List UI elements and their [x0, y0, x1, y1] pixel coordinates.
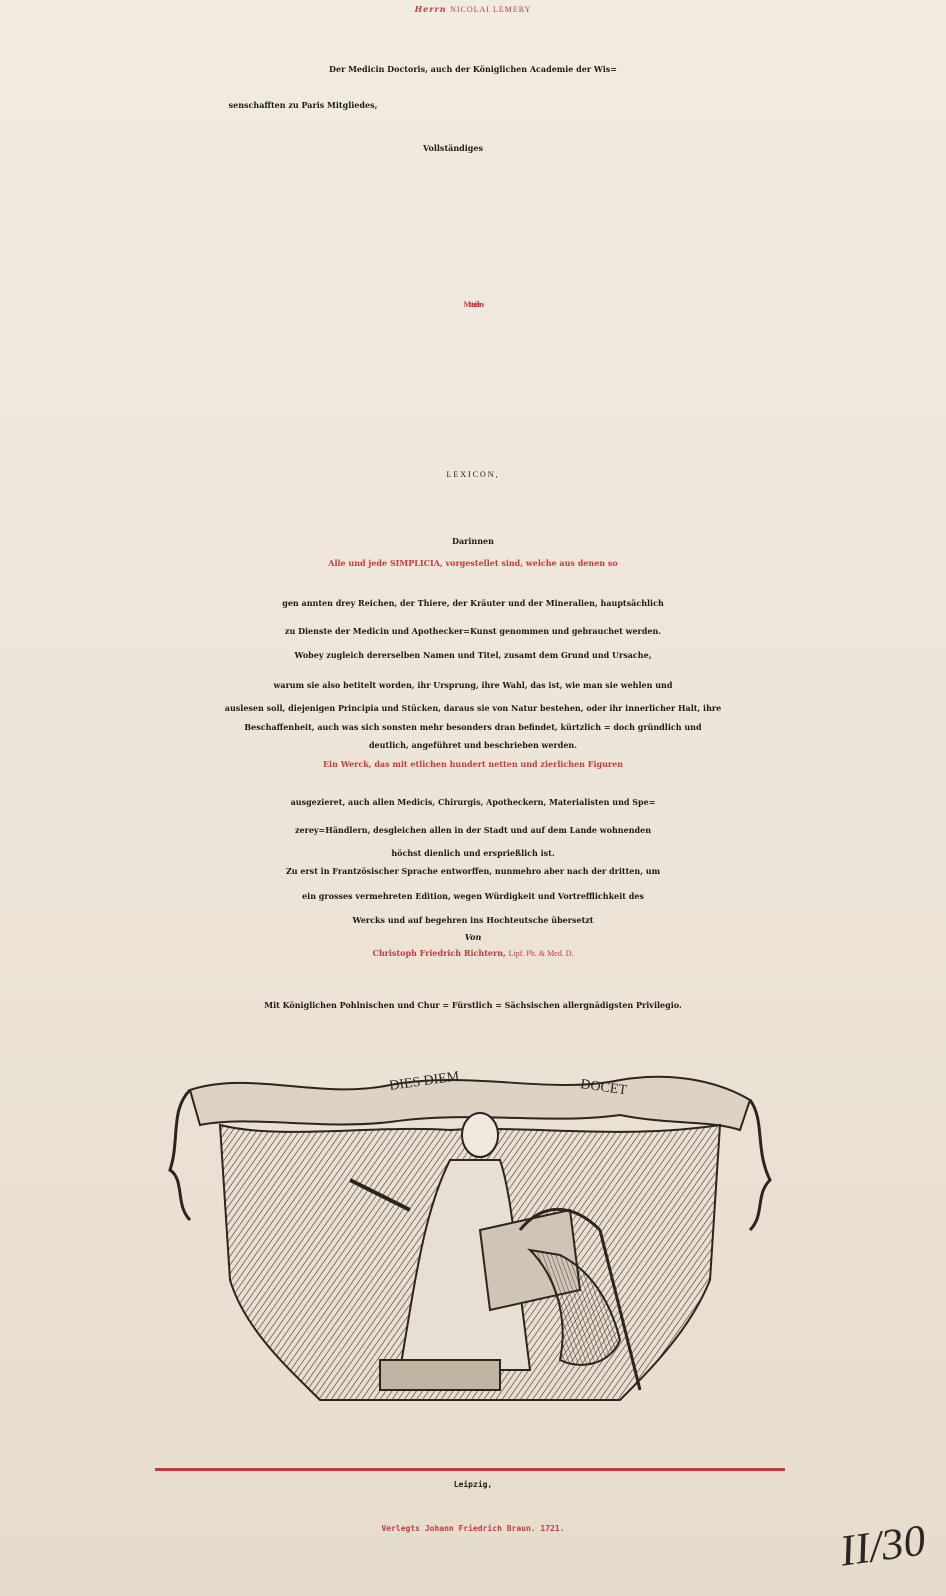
zuerst-line: Zu erst in Frantzösischer Sprache entworffen, nunmehro aber nach der dritten, um	[285, 866, 661, 876]
ribbon-right-end	[750, 1100, 770, 1230]
place-line: Leipzig,	[453, 1480, 493, 1489]
figure-head	[462, 1113, 498, 1157]
doctor-line-1: Der Medicin Doctoris, auch der Königlichen Academie der Wis=	[329, 64, 617, 74]
translator-degree: Lipf. Ph. & Med. D.	[508, 949, 574, 958]
author-name: NICOLAI LEMERY	[450, 5, 532, 14]
publisher-line	[0, 1524, 946, 1533]
von-line: Von	[464, 932, 482, 942]
divider-rule	[155, 1468, 785, 1471]
banner-text-left: DIES DIEM	[388, 1069, 461, 1094]
grosses-line: ein grosses vermehreten Edition, wegen Würdigkeit und Vortrefflichkeit des	[302, 891, 644, 901]
author-line	[0, 4, 946, 14]
privilege-line: Mit Königlichen Pohlnischen und Chur = Fürstlich = Sächsischen allergnädigsten Privilegio.	[264, 1000, 682, 1010]
pedestal	[380, 1360, 500, 1390]
title-materialien: Materialien-	[463, 300, 483, 309]
darinnen-line: Darinnen	[452, 536, 494, 546]
frontispiece-engraving	[150, 1030, 780, 1420]
publication-year: 1721.	[540, 1524, 565, 1533]
alle-line: Alle und jede SIMPLICIA, vorgestellet sind, welche aus denen so	[328, 558, 618, 568]
zerey-line: zerey=Händlern, desgleichen allen in der Stadt und auf dem Lande wohnenden	[294, 825, 652, 835]
handwritten-shelfmark: II/30	[837, 1515, 929, 1576]
banner-text-right: DOCET	[579, 1077, 628, 1099]
doctor-line-2: senschafften zu Paris Mitgliedes,	[228, 100, 378, 110]
hoechst-line: höchst dienlich und ersprießlich ist.	[391, 848, 555, 858]
title-lexicon: LEXICON,	[446, 470, 500, 479]
zu-dienste-line: zu Dienste der Medicin und Apothecker=Kunst genommen und gebrauchet werden.	[284, 626, 662, 636]
author-herrn: Herrn	[414, 4, 447, 14]
beschaffenheit-line: Beschaffenheit, auch was sich sonsten mehr besonders dran befindet, kürtzlich = doch gründlich und	[244, 722, 702, 732]
warum-line: warum sie also betitelt worden, ihr Ursprung, ihre Wahl, das ist, wie man sie wehlen und	[273, 680, 673, 690]
auslesen-line: auslesen soll, diejenigen Principia und Stücken, daraus sie von Natur bestehen, oder ihr innerlicher Halt, ihre	[224, 703, 722, 713]
sogen-line: gen annten drey Reichen, der Thiere, der Kräuter und der Mineralien, hauptsächlich	[282, 598, 664, 608]
werck-line: Ein Werck, das mit etlichen hundert netten und zierlichen Figuren	[322, 759, 624, 769]
ribbon-left-end	[170, 1090, 190, 1220]
title-vollstaendiges: Vollständiges	[423, 143, 483, 153]
translator-name: Christoph Friedrich Richtern,	[372, 948, 506, 958]
deutlich-line: deutlich, angeführet und beschrieben werden.	[368, 740, 578, 750]
ausgezieret-line: ausgezieret, auch allen Medicis, Chirurgis, Apotheckern, Materialisten und Spe=	[290, 797, 656, 807]
wobey-line: Wobey zugleich dererselben Namen und Titel, zusamt dem Grund und Ursache,	[294, 650, 652, 660]
publisher-name: Verlegts Johann Friedrich Braun.	[381, 1524, 536, 1533]
translator-line	[0, 948, 946, 958]
wercks-line: Wercks und auf begehren ins Hochteutsche übersetzt	[352, 915, 594, 925]
